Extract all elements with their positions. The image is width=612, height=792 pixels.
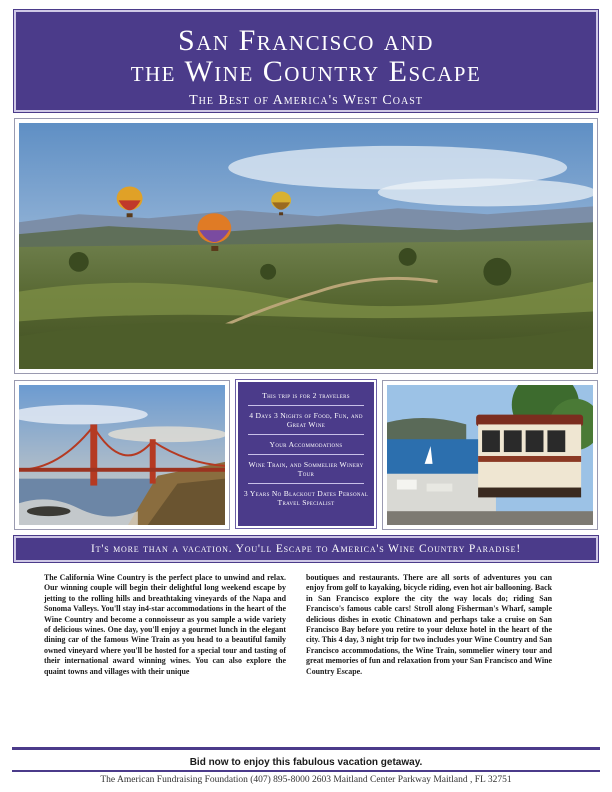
golden-gate-photo: [14, 380, 230, 530]
page-title: [16, 25, 596, 87]
trip-features-box: [236, 380, 376, 528]
call-to-action: Bid now to enjoy this fabulous vacation getaway.: [189, 757, 423, 768]
feature-accommodations: Your Accommodations: [269, 440, 343, 449]
cable-car-image: [387, 385, 593, 525]
feature-divider: [248, 405, 364, 406]
balloon-vineyard-image: [19, 123, 593, 369]
feature-travelers: This trip is for 2 travelers: [262, 391, 350, 400]
feature-specialist: 3 Years No Blackout Dates Personal Travel Specialist: [243, 489, 369, 507]
feature-divider: [248, 434, 364, 435]
footer-contact: The American Fundraising Foundation (407) 895-8000 2603 Maitland Center Parkway Maitland , FL 32751: [100, 775, 512, 785]
cable-car-photo: [382, 380, 598, 530]
feature-duration: 4 Days 3 Nights of Food, Fun, and Great Wine: [249, 411, 363, 429]
feature-divider: [248, 483, 364, 484]
tagline-banner: It's more than a vacation. You'll Escape to America's Wine Country Paradise!: [14, 536, 598, 562]
body-column-left: The California Wine Country is the perfect place to unwind and relax. Our winning couple will begin their delightful long weekend escape by jetting to the rolling hills and breathtaking vineyards of the Napa and Sonoma Valleys. You'll stay in4-star accommodations in the heart of the Wine Country and become a connoisseur as you sample a wide variety of delicious wines. One day, you'll enjoy a gourmet lunch in the elegant dining car of the famous Wine Train as you head to a beautiful family owned vineyard where you'll be hosted for a special tour and tasting of their international award winning wines. You can also explore the quaint towns and villages with their unique: [44, 573, 286, 676]
hero-photo: [14, 118, 598, 374]
feature-wine-train: Wine Train, and Sommelier Winery Tour: [248, 460, 364, 478]
golden-gate-image: [19, 385, 225, 525]
feature-divider: [248, 454, 364, 455]
page-subtitle: The Best of America's West Coast: [189, 93, 423, 108]
bottom-rule-bottom: [12, 770, 600, 772]
bottom-rule-top: [12, 747, 600, 750]
title-line-1: San Francisco and: [178, 24, 434, 57]
title-banner: [14, 10, 598, 112]
body-column-right: boutiques and restaurants. There are all sorts of adventures you can enjoy from golf to kayaking, bicycle riding, even hot air ballooning. Back in San Francisco explore the city the way locals do; riding San Francisco's famous cable cars! Stroll along Fisherman's Wharf, sample delicious dishes in exotic Chinatown and perhaps take a cruise on San Francisco Bay before you retire to your deluxe hotel in the heart of the city. This 4 day, 3 night trip for two includes your Wine Country and San Francisco accommodations, the Wine Train, sommelier winery tour and great memories of fun and relaxation from your San Francisco and Wine Country Escape.: [306, 573, 552, 676]
title-line-2: the Wine Country Escape: [130, 55, 482, 88]
